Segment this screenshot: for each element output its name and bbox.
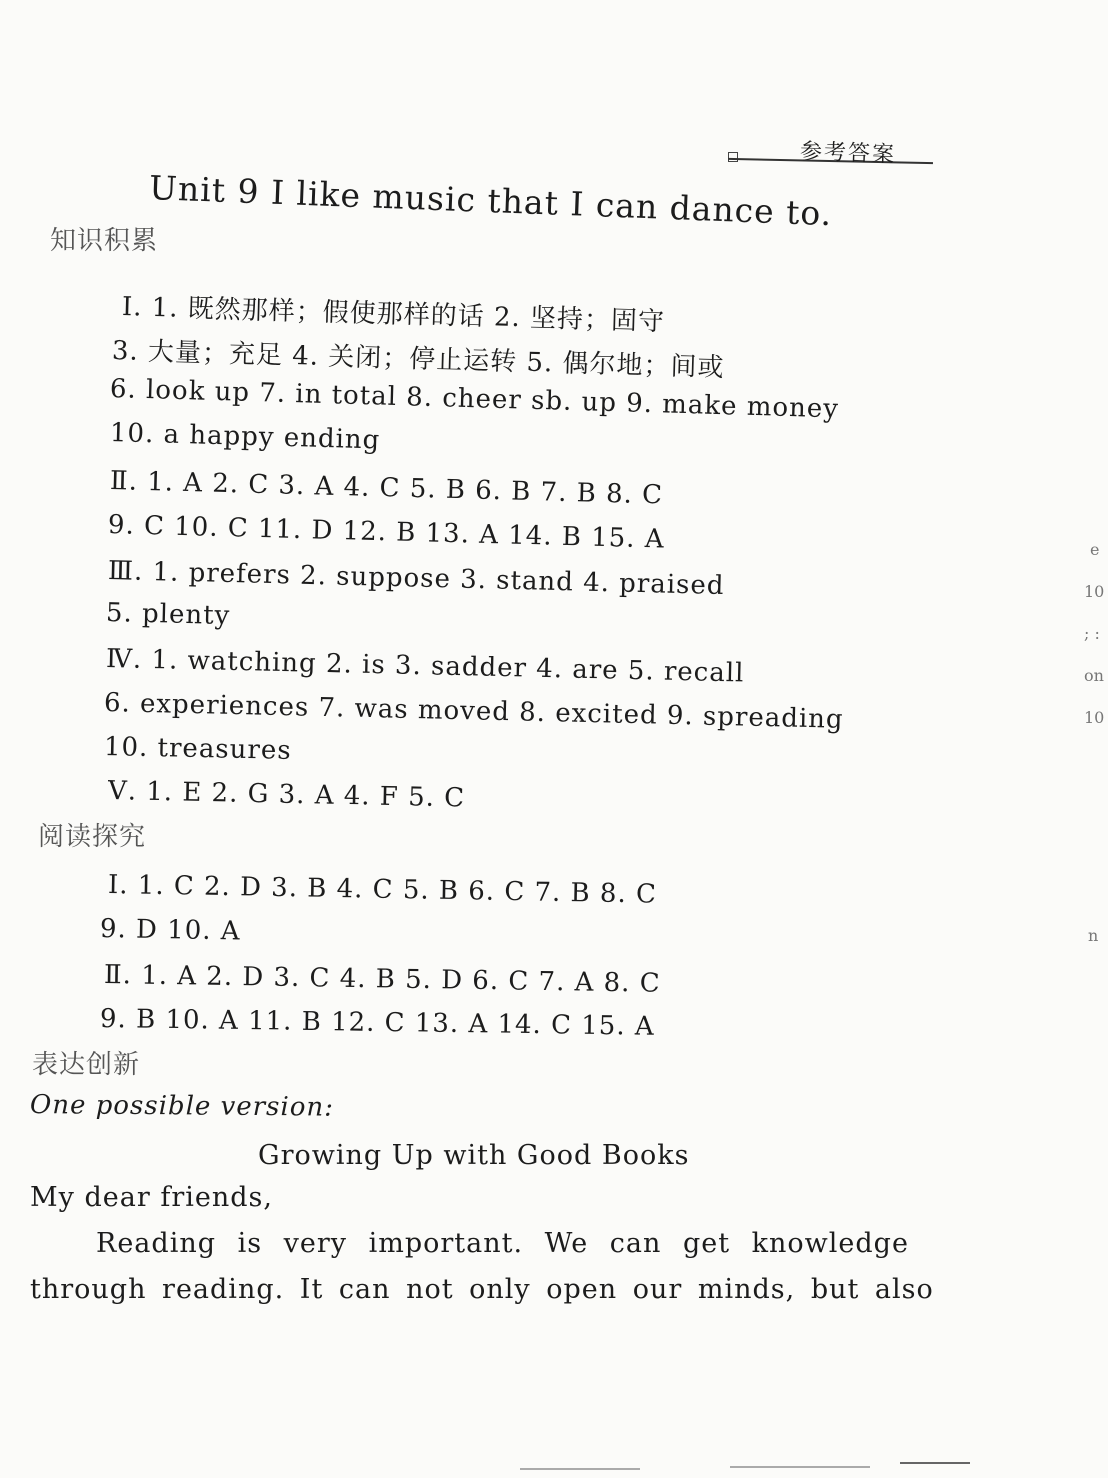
reading-line: Ⅱ. 1. A 2. D 3. C 4. B 5. D 6. C 7. A 8. C — [103, 960, 661, 999]
knowledge-line: Ⅲ. 1. prefers 2. suppose 3. stand 4. praised — [107, 556, 725, 602]
section-knowledge: 知识积累 — [50, 226, 159, 256]
knowledge-line: 9. C 10. C 11. D 12. B 13. A 14. B 15. A — [107, 510, 665, 555]
margin-mark: 10 — [1084, 708, 1105, 727]
margin-mark: e — [1090, 540, 1100, 559]
bottom-rule — [730, 1466, 870, 1468]
reading-line: 9. D 10. A — [99, 914, 241, 947]
knowledge-line: 6. experiences 7. was moved 8. excited 9. spreading — [103, 688, 844, 735]
knowledge-line: 3. 大量；充足 4. 关闭；停止运转 5. 偶尔地；间或 — [111, 336, 725, 384]
essay-intro: One possible version: — [29, 1090, 335, 1123]
margin-mark: ; : — [1084, 624, 1100, 643]
unit-title: Unit 9 I like music that I can dance to. — [148, 168, 833, 234]
knowledge-line: Ⅰ. 1. 既然那样；假使那样的话 2. 坚持；固守 — [121, 292, 666, 338]
essay-body-line: Reading is very important. We can get knowledge — [96, 1228, 909, 1259]
margin-mark: n — [1088, 926, 1099, 945]
knowledge-line: 6. look up 7. in total 8. cheer sb. up 9. make money — [109, 374, 840, 425]
section-reading: 阅读探究 — [38, 822, 147, 852]
essay-salutation: My dear friends, — [30, 1182, 273, 1213]
knowledge-line: 10. treasures — [103, 732, 292, 766]
bottom-rule — [520, 1468, 640, 1470]
bottom-rule — [900, 1462, 970, 1464]
knowledge-line: 10. a happy ending — [109, 418, 381, 456]
knowledge-line: Ⅳ. 1. watching 2. is 3. sadder 4. are 5. recall — [105, 644, 745, 689]
knowledge-line: Ⅴ. 1. E 2. G 3. A 4. F 5. C — [107, 776, 466, 814]
knowledge-line: Ⅱ. 1. A 2. C 3. A 4. C 5. B 6. B 7. B 8. C — [109, 466, 664, 511]
knowledge-line: 5. plenty — [105, 598, 231, 632]
reading-line: 9. B 10. A 11. B 12. C 13. A 14. C 15. A — [99, 1004, 655, 1042]
essay-title: Growing Up with Good Books — [258, 1140, 690, 1171]
header-label: 参考答案 — [799, 139, 897, 168]
section-expression: 表达创新 — [32, 1050, 141, 1080]
essay-body-line: through reading. It can not only open our minds, but also — [30, 1274, 934, 1305]
margin-mark: on — [1084, 666, 1104, 685]
margin-mark: 10 — [1084, 582, 1105, 601]
reading-line: Ⅰ. 1. C 2. D 3. B 4. C 5. B 6. C 7. B 8. C — [107, 870, 658, 910]
